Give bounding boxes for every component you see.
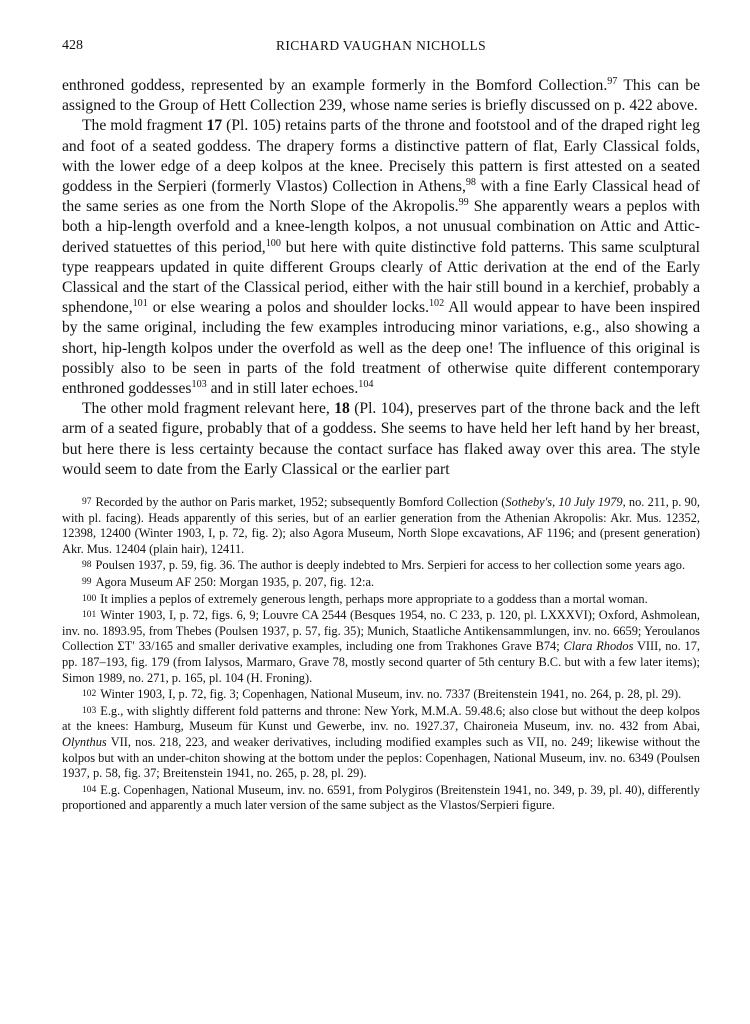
paragraph-3: The other mold fragment relevant here, 18 (Pl. 104), preserves part of the throne back and the left arm of a seated figure, probably that of a goddess. She seems to have held her left hand by her breast, but here there is less certainty because the contact surface has flaked away over this area. The style would seem to date from the Early Classical or the earlier part [62,400,700,478]
footnote-100: 100 It implies a peplos of extremely generous length, perhaps more appropriate to a goddess than a mortal woman. [82,591,648,606]
footnote-101: 101 Winter 1903, I, p. 72, figs. 6, 9; Louvre CA 2544 (Besques 1954, no. C 233, p. 120, pl. LXXXVI); Oxford, Ashmolean, inv. no. 1893.95, from Thebes (Poulsen 1937, p. 57, fig. 35); Munich, Staatliche Antikensammlungen, inv. no. 6659; Yeroulanos Collection ΣΤ′ 33/165 and smaller derivative examples, including one from Trakhones Grave B74; Clara Rhodos VIII, no. 17, pp. 187–193, fig. 179 (from Ialysos, Marmaro, Grave 78, mostly second quarter of 5th century B.C. but with a few later items); Simon 1989, no. 271, p. 165, pl. 104 (H. Froning). [62,608,700,685]
footnote-ref-100[interactable]: 100 [265,237,281,249]
footnote-98: 98 Poulsen 1937, p. 59, fig. 36. The author is deeply indebted to Mrs. Serpieri for access to her collection some years ago. [82,558,686,573]
footnote-ref-104[interactable]: 104 [358,378,374,390]
footnote-ref-102[interactable]: 102 [428,298,445,310]
footnote-ref-97[interactable]: 97 [607,75,618,87]
catalogue-number-17: 17 [206,117,223,135]
footnote-ref-103[interactable]: 103 [191,378,207,390]
footnotes [62,495,700,814]
footnote-104: 104 E.g. Copenhagen, National Museum, inv. no. 6591, from Polygiros (Breitenstein 1941, no. 349, p. 39, pl. 40), differently proportioned and apparently a much later version of the same subject as the Vlastos/Serpieri figure. [62,782,700,813]
page-number: 428 [62,38,83,53]
footnote-ref-98[interactable]: 98 [465,176,476,188]
footnote-102: 102 Winter 1903, I, p. 72, fig. 3; Copenhagen, National Museum, inv. no. 7337 (Breitenstein 1941, no. 264, p. 28, pl. 29). [82,687,682,702]
footnote-ref-101[interactable]: 101 [132,298,148,310]
body-text [62,76,700,480]
footnote-97: 97 Recorded by the author on Paris market, 1952; subsequently Bomford Collection (Sotheby's, 10 July 1979, no. 211, p. 90, with pl. facing). Heads apparently of this series, but of an earlier generation from the Athenian Akropolis: Akr. Mus. 12352, 12398, 12400 (Winter 1903, I, p. 72, fig. 2); also Agora Museum, North Slope excavations, AF 1196; and (present generation) Akr. Mus. 12404 (plain hair), 12411. [62,495,701,556]
catalogue-number-18: 18 [334,400,350,418]
footnote-103: 103 E.g., with slightly different fold patterns and throne: New York, M.M.A. 59.48.6; also close but without the deep kolpos at the knees: Hamburg, Museum für Kunst und Gewerbe, inv. no. 1927.37, Chaironeia Museum, inv. no. 432 from Abai, Olynthus VII, nos. 218, 223, and weaker derivatives, including modified examples such as VII, no. 249; likewise without the kolpos but with an under-chiton showing at the bottom under the peplos: Copenhagen, National Museum, inv. no. 6349 (Poulsen 1937, p. 58, fig. 37; Breitenstein 1941, no. 265, p. 28, pl. 29). [62,703,700,781]
running-head: RICHARD VAUGHAN NICHOLLS [275,38,487,53]
footnote-99: 99 Agora Museum AF 250: Morgan 1935, p. 207, fig. 12:a. [82,575,375,590]
paragraph-1: enthroned goddess, represented by an example formerly in the Bomford Collection.$^{97}$ This can be assigned to the Group of Hett Collection 239, whose name series is briefly discussed on p. 422 above. [62,75,700,115]
page [62,38,700,815]
page-header [62,38,700,60]
footnote-ref-99[interactable]: 99 [458,197,469,209]
paragraph-2: The mold fragment 17 (Pl. 105) retains parts of the throne and footstool and of the draped right leg and foot of a seated goddess. The drapery forms a distinctive pattern of flat, Early Classical folds, with the lower edge of a deep kolpos at the knee. Precisely this pattern is first attested on a seated goddess in the Serpieri (formerly Vlastos) Collection in Athens,$^{98}$ with a fine Early Classical head of the same series as one from the North Slope of the Akropolis.$^{99}$ She apparently wears a peplos with both a hip-length overfold and a knee-length kolpos, a not unusual combination on Attic and Attic-derived statuettes of this period,$^{100}$ but here with quite distinctive fold patterns. This same sculptural type reappears updated in quite different Groups clearly of Attic derivation at the end of the Early Classical and the start of the Classical period, either with the hair still bound in a kerchief, probably a sphendone,$^{101}$ or else wearing a polos and shoulder locks.$^{102}$ All would appear to have been inspired by the same original, including the few examples introducing minor variations, e.g., also showing a short, hip-length kolpos under the overfold as well as the deep one! The influence of this original is possibly also to be seen in parts of the fold treatment of otherwise quite different contemporary enthroned goddesses$^{103}$ and in still later echoes.$^{104}$ [62,117,701,398]
